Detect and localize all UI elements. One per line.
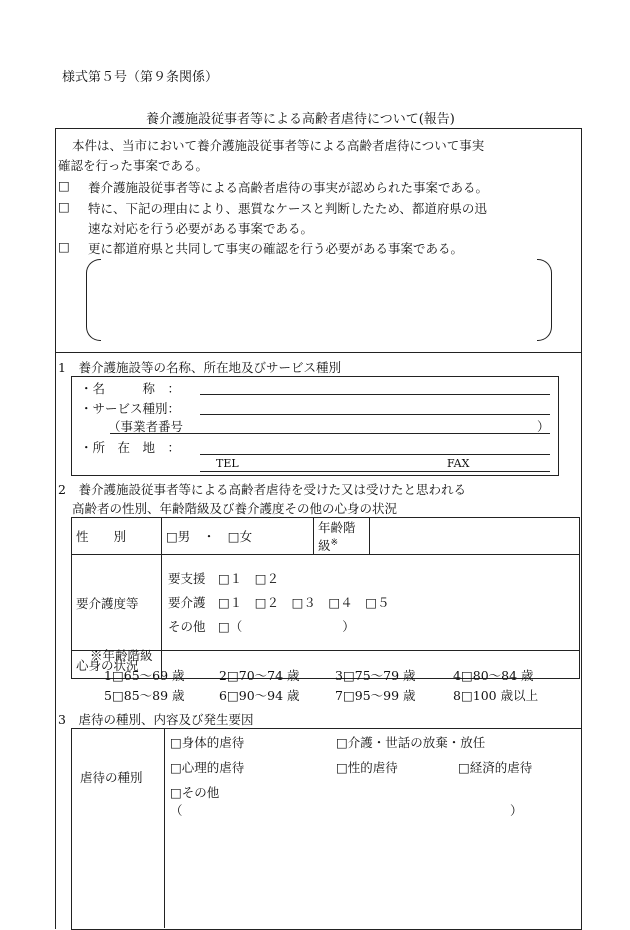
service-label: ・サービス種別：: [80, 401, 181, 416]
section2-heading-1: 2 養介護施設従事者等による高齢者虐待を受けた又は受けたと思われる: [58, 482, 466, 497]
type-economic[interactable]: □経済的虐待: [458, 760, 533, 775]
section1-heading: 1 養介護施設等の名称、所在地及びサービス種別: [58, 360, 341, 375]
option-checkbox-3[interactable]: □: [58, 239, 70, 254]
age-class-2: 2□70～74 歳: [219, 668, 300, 683]
gender-label: 性 別: [72, 518, 162, 555]
age-label: [314, 518, 370, 555]
tel-fax-field[interactable]: [200, 471, 550, 472]
abuse-type-label: 虐待の種別: [80, 770, 143, 785]
provider-no-close: ）: [537, 419, 550, 434]
section3-heading: 3 虐待の種別、内容及び発生要因: [58, 712, 254, 727]
care-row-support[interactable]: 要支援 □１ □２: [168, 570, 280, 586]
abuse-type-divider: [164, 728, 165, 928]
section2-heading-2: 高齢者の性別、年齢階級及び養介護度その他の心身の状況: [72, 501, 398, 516]
option-text-2b: 速な対応を行う必要がある事案である。: [88, 221, 314, 236]
age-class-8: 8□100 歳以上: [453, 688, 539, 703]
address-label: ・所 在 地 ：: [80, 440, 181, 455]
reason-bracket-right: [537, 259, 552, 341]
intro-line-1: 本件は、当市において養介護施設従事者等による高齢者虐待について事実: [72, 138, 485, 153]
option-text-1: 養介護施設従事者等による高齢者虐待の事実が認められた事案である。: [88, 180, 489, 195]
age-class-1: 1□65～69 歳: [104, 668, 185, 683]
option-checkbox-2[interactable]: □: [58, 199, 70, 214]
address-field[interactable]: [200, 454, 550, 455]
reason-field[interactable]: [102, 262, 534, 336]
form-number: 様式第５号（第９条関係）: [62, 70, 219, 85]
type-other-open: （: [170, 803, 183, 818]
option-checkbox-1[interactable]: □: [58, 178, 70, 193]
age-class-7: 7□95～99 歳: [335, 688, 416, 703]
type-other[interactable]: □その他: [170, 785, 220, 800]
option-text-2: 特に、下記の理由により、悪質なケースと判断したため、都道府県の迅: [88, 201, 487, 216]
age-note-title: ※年齢階級: [90, 648, 153, 663]
age-field[interactable]: [370, 518, 580, 555]
type-sexual[interactable]: □性的虐待: [336, 760, 398, 775]
reason-bracket-left: [86, 259, 101, 341]
gender-options[interactable]: □男 ・ □女: [162, 518, 314, 555]
intro-line-2: 確認を行った事案である。: [58, 158, 209, 173]
age-class-4: 4□80～84 歳: [453, 668, 534, 683]
name-label: ・名 称 ：: [80, 381, 181, 396]
page-title: 養介護施設従事者等による高齢者虐待について(報告): [146, 112, 455, 127]
care-row-care[interactable]: 要介護 □１ □２ □３ □４ □５: [168, 594, 390, 610]
age-label-text: 年齢階級: [318, 520, 356, 553]
age-class-6: 6□90～94 歳: [219, 688, 300, 703]
tel-label: TEL: [216, 457, 239, 470]
type-psychological[interactable]: □心理的虐待: [170, 760, 245, 775]
provider-no-field[interactable]: [110, 433, 550, 434]
age-class-5: 5□85～89 歳: [104, 688, 185, 703]
type-neglect[interactable]: □介護・世話の放棄・放任: [336, 735, 486, 750]
provider-no-label: （事業者番号: [108, 419, 184, 434]
type-physical[interactable]: □身体的虐待: [170, 735, 245, 750]
option-text-3: 更に都道府県と共同して事実の確認を行う必要がある事案である。: [88, 241, 464, 256]
age-class-3: 3□75～79 歳: [335, 668, 416, 683]
condition-label: 心身の状況: [72, 651, 162, 679]
divider: [55, 352, 581, 353]
age-mark: ※: [330, 537, 339, 548]
name-field[interactable]: [200, 394, 550, 395]
care-label: 要介護度等: [72, 555, 162, 651]
type-other-close: ）: [510, 803, 523, 818]
service-field[interactable]: [200, 414, 550, 415]
fax-label: FAX: [447, 457, 470, 470]
care-row-other[interactable]: その他 □（ ）: [168, 618, 355, 634]
care-options[interactable]: [162, 555, 580, 651]
type-other-field[interactable]: [182, 801, 502, 817]
